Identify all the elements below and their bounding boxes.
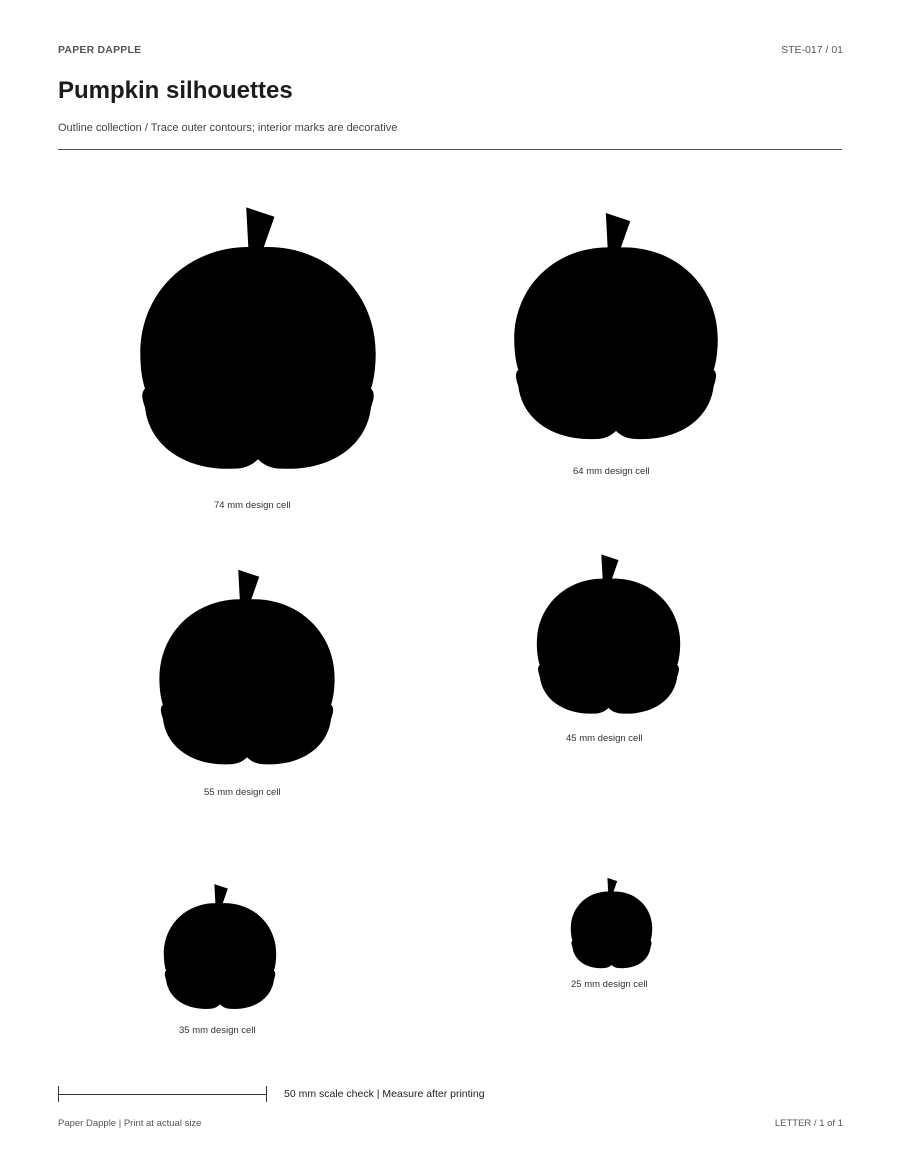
pumpkin-55mm-icon [149, 568, 345, 766]
page-indicator: LETTER / 1 of 1 [774, 1118, 843, 1129]
scale-label: 50 mm scale check | Measure after printing [284, 1088, 485, 1100]
design-caption-45mm: 45 mm design cell [566, 733, 643, 744]
design-caption-55mm: 55 mm design cell [204, 787, 281, 798]
design-caption-74mm: 74 mm design cell [214, 500, 291, 511]
document-id: STE-017 / 01 [781, 44, 843, 56]
page-subtitle: Outline collection / Trace outer contours; interior marks are decorative [58, 122, 398, 134]
design-caption-64mm: 64 mm design cell [573, 466, 650, 477]
brand-label: PAPER DAPPLE [58, 44, 142, 56]
footer-note: Paper Dapple | Print at actual size [58, 1118, 202, 1129]
pumpkin-64mm-icon [502, 211, 730, 441]
design-caption-25mm: 25 mm design cell [571, 979, 648, 990]
pumpkin-35mm-icon [157, 883, 283, 1010]
pumpkin-25mm-icon [566, 877, 657, 969]
pumpkin-45mm-icon [528, 553, 689, 715]
scale-bar-tick-start [58, 1086, 59, 1102]
scale-bar-tick-end [266, 1086, 267, 1102]
page-title: Pumpkin silhouettes [58, 77, 293, 104]
pumpkin-74mm-icon [126, 205, 390, 471]
scale-bar [58, 1086, 267, 1102]
header-divider [58, 149, 842, 150]
scale-bar-line [58, 1094, 267, 1095]
design-caption-35mm: 35 mm design cell [179, 1025, 256, 1036]
